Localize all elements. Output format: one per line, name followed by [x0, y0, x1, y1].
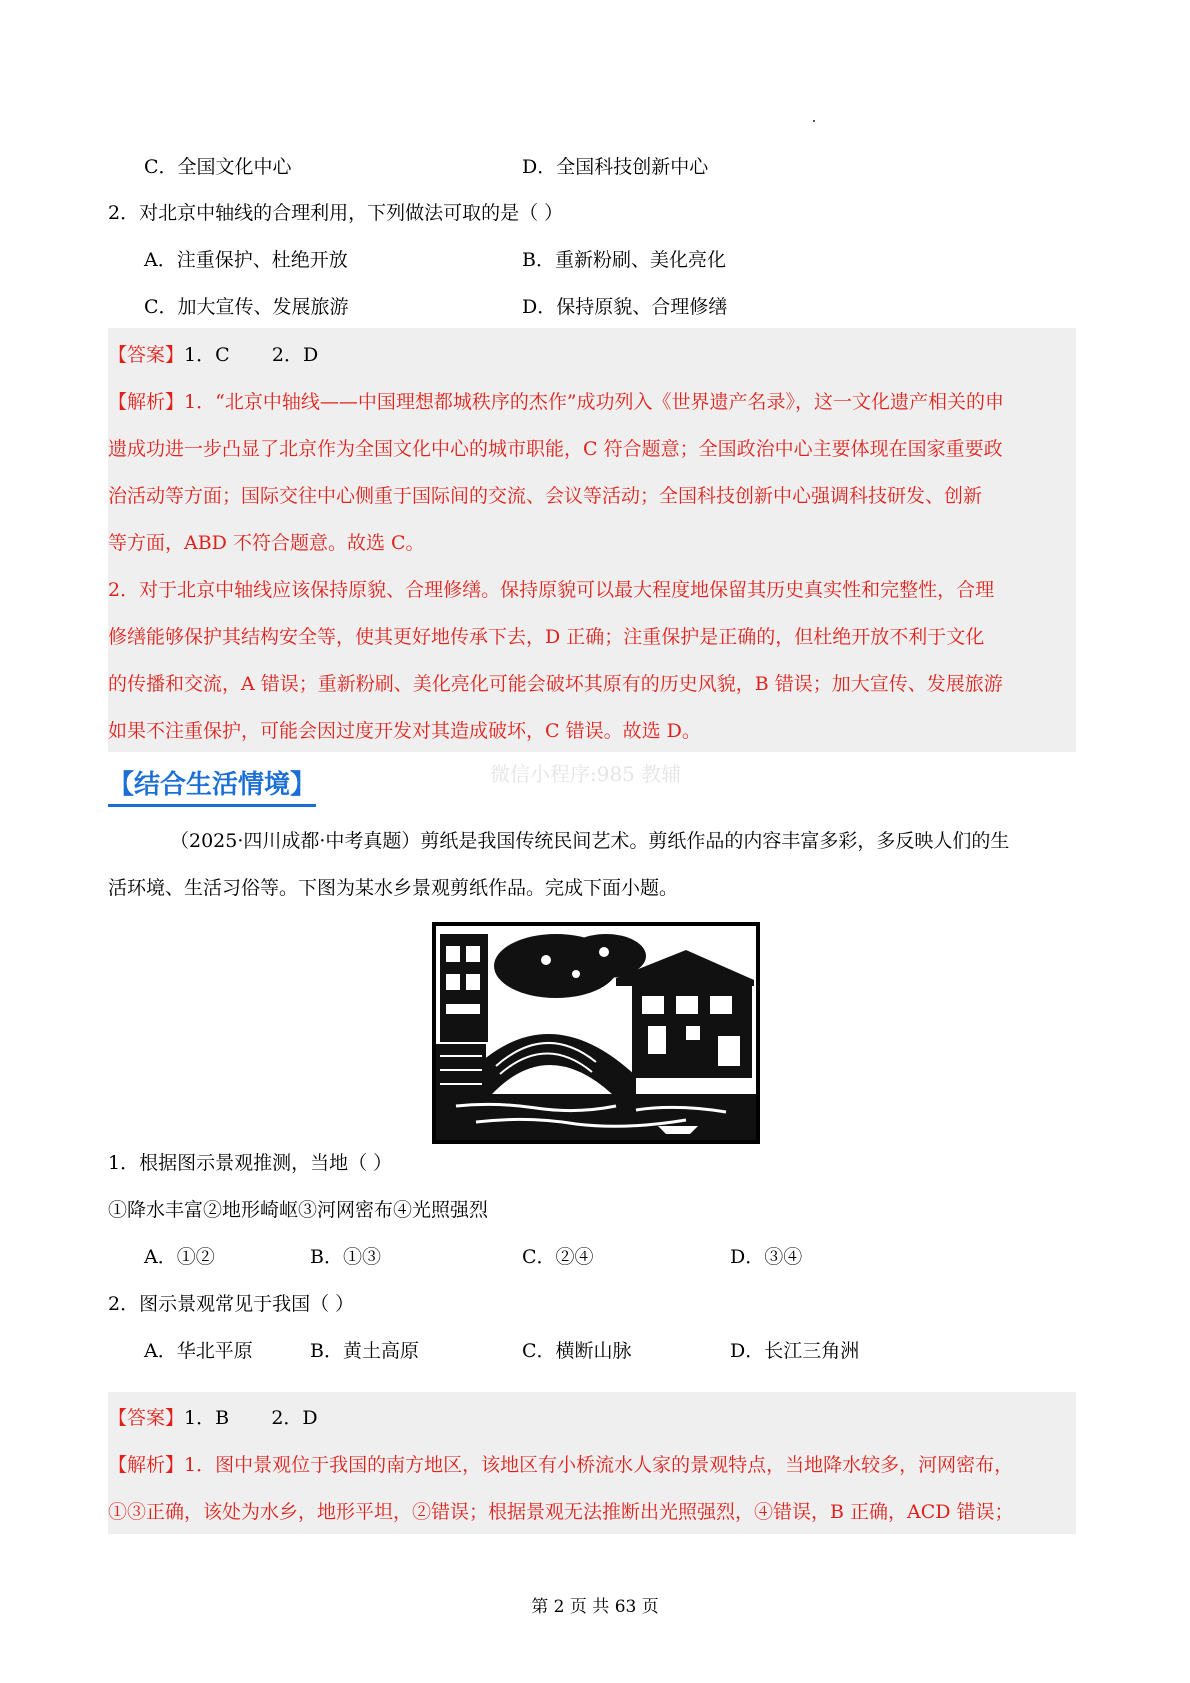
sq1-option-c: C．②④: [522, 1246, 594, 1268]
intro-line-1: （2025·四川成都·中考真题）剪纸是我国传统民间艺术。剪纸作品的内容丰富多彩，多反映人们的生: [170, 830, 1010, 852]
sub-question-1-stem: 1．根据图示景观推测，当地（ ）: [108, 1152, 393, 1174]
sq1-option-a: A．①②: [144, 1246, 215, 1268]
page-footer: 第 2 页 共 63 页: [531, 1597, 659, 1617]
sq2-option-d: D．长江三角洲: [730, 1340, 860, 1362]
analysis-line: 修缮能够保护其结构安全等，使其更好地传承下去，D 正确；注重保护是正确的，但杜绝开放不利于文化: [108, 626, 985, 648]
analysis-line: 治活动等方面；国际交往中心侧重于国际间的交流、会议等活动；全国科技创新中心强调科技研发、创新: [108, 485, 983, 507]
sq2-option-c: C．横断山脉: [522, 1340, 632, 1362]
answer-text: 1．B 2．D: [184, 1407, 318, 1429]
stray-dot: [813, 120, 815, 122]
analysis-text: 1．“北京中轴线——中国理想都城秩序的杰作”成功列入《世界遗产名录》，这一文化遗产相关的申: [184, 391, 1005, 413]
q2-option-c: C．加大宣传、发展旅游: [144, 296, 349, 318]
analysis-line: 等方面，ABD 不符合题意。故选 C。: [108, 532, 425, 554]
analysis-line: 如果不注重保护，可能会因过度开发对其造成破坏，C 错误。故选 D。: [108, 720, 701, 742]
analysis-2-line-1: [108, 1452, 1013, 1478]
water-town-paper-cut: [436, 926, 756, 1140]
sub-question-2-stem: 2．图示景观常见于我国（ ）: [108, 1293, 355, 1315]
answer-tag: 【答案】: [108, 344, 185, 366]
section-title: 【结合生活情境】: [108, 768, 316, 807]
intro-line-2: 活环境、生活习俗等。下图为某水乡景观剪纸作品。完成下面小题。: [108, 877, 679, 899]
sq2-option-a: A．华北平原: [144, 1340, 253, 1362]
analysis-2-line-2: ①③正确，该处为水乡，地形平坦，②错误；根据景观无法推断出光照强烈，④错误，B 正确，ACD 错误；: [108, 1501, 1014, 1523]
answer-2: [108, 1405, 318, 1431]
analysis-line: 2．对于北京中轴线应该保持原貌、合理修缮。保持原貌可以最大程度地保留其历史真实性和完整性，合理: [108, 579, 995, 601]
answer-tag: 【答案】: [108, 1407, 185, 1429]
q2-option-d: D．保持原貌、合理修缮: [522, 296, 728, 318]
watermark: 微信小程序:985 教辅: [490, 762, 682, 786]
q2-option-a: A．注重保护、杜绝开放: [144, 249, 348, 271]
analysis-line: 遗成功进一步凸显了北京作为全国文化中心的城市职能，C 符合题意；全国政治中心主要体现在国家重要政: [108, 438, 1003, 460]
sub-question-1-items: ①降水丰富②地形崎岖③河网密布④光照强烈: [108, 1199, 489, 1221]
analysis-tag: 【解析】: [108, 391, 185, 413]
analysis-line: [108, 389, 1004, 415]
analysis-text: 1．图中景观位于我国的南方地区，该地区有小桥流水人家的景观特点，当地降水较多，河网密布，: [184, 1454, 1014, 1476]
question-2-stem: 2．对北京中轴线的合理利用，下列做法可取的是（ ）: [108, 202, 564, 224]
q2-option-b: B．重新粉刷、美化亮化: [522, 249, 726, 271]
answer-1: [108, 342, 318, 368]
answer-text: 1．C 2．D: [184, 344, 319, 366]
sq1-option-b: B．①③: [310, 1246, 381, 1268]
sq1-option-d: D．③④: [730, 1246, 803, 1268]
option-c: C．全国文化中心: [144, 156, 292, 178]
option-d: D．全国科技创新中心: [522, 156, 709, 178]
sq2-option-b: B．黄土高原: [310, 1340, 419, 1362]
paper-cut-figure: [432, 922, 760, 1144]
analysis-tag: 【解析】: [108, 1454, 185, 1476]
analysis-line: 的传播和交流，A 错误；重新粉刷、美化亮化可能会破坏其原有的历史风貌，B 错误；加大宣传、发展旅游: [108, 673, 1003, 695]
